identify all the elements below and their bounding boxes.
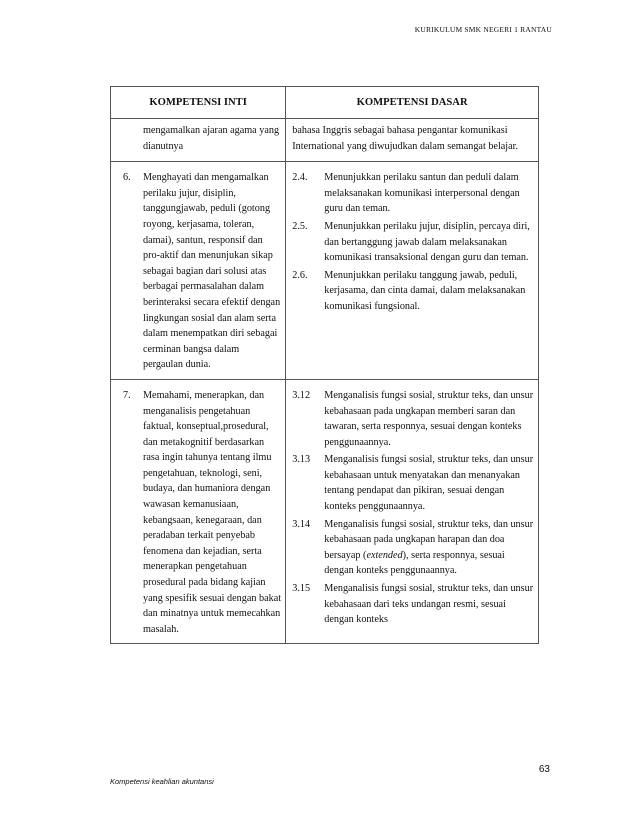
kd-item	[290, 219, 534, 266]
ki-cell	[111, 119, 286, 162]
kd-text-part: ), serta responnya, sesuai dengan konteks penggunaannya.	[324, 549, 505, 577]
kd-number: 3.13	[292, 454, 311, 466]
kd-number: 3.15	[292, 583, 311, 595]
table-row	[111, 119, 539, 162]
table-header-row	[111, 87, 539, 119]
kd-text: Menunjukkan perilaku tanggung jawab, peduli, kerjasama, dan cinta damai, dalam melaksanakan komunikasi fungsional.	[324, 269, 526, 312]
kd-text	[324, 517, 534, 579]
kd-number: 2.4.	[292, 172, 308, 184]
kd-text: Menganalisis fungsi sosial, struktur teks, dan unsur kebahasaan dari teks undangan resmi, sesuai dengan konteks	[324, 583, 534, 626]
kd-number: 2.5.	[292, 220, 308, 232]
running-header: KURIKULUM SMK NEGERI 1 RANTAU	[414, 25, 552, 34]
kd-item	[290, 452, 534, 514]
header-kompetensi-dasar: KOMPETENSI DASAR	[286, 87, 539, 119]
kd-item	[290, 581, 534, 628]
kd-number: 3.14	[292, 518, 311, 530]
ki-text: Menghayati dan mengamalkan perilaku jujur, disiplin, tanggungjawab, peduli (gotong royong, kerjasama, toleran, damai), santun, responsif dan pro-aktif dan menunjukan sikap sebagai bagian dari solusi atas berbagai permasalahan dalam berinteraksi secara efektif dengan lingkungan sosial dan alam serta dalam menempatkan diri sebagai cerminan bangsa dalam pergaulan dunia.	[143, 172, 281, 371]
ki-cell	[111, 162, 286, 380]
table-row	[111, 379, 539, 644]
competency-table	[110, 86, 539, 644]
kd-cell	[286, 119, 539, 162]
kd-text-part: Menganalisis fungsi sosial, struktur teks, dan unsur kebahasaan pada ungkapan harapan dan doa bersayap (	[324, 518, 534, 561]
page-number: 63	[538, 764, 550, 775]
ki-item	[115, 388, 281, 638]
kd-number: 3.12	[292, 389, 311, 401]
kd-text: Menganalisis fungsi sosial, struktur teks, dan unsur kebahasaan pada ungkapan memberi saran dan tawaran, serta responnya, sesuai dengan konteks penggunaannya.	[324, 389, 534, 448]
ki-item	[115, 170, 281, 373]
kd-text: Menunjukkan perilaku jujur, disiplin, percaya diri, dan bertanggung jawab dalam melaksanakan komunikasi transaksional dengan guru dan teman.	[324, 220, 530, 264]
kd-text-italic: extended	[366, 549, 403, 561]
kd-text: Menganalisis fungsi sosial, struktur teks, dan unsur kebahasaan untuk menyatakan dan menanyakan tentang pendapat dan pikiran, sesuai dengan konteks penggunaannya.	[324, 454, 534, 513]
ki-text: Memahami, menerapkan, dan menganalisis pengetahuan faktual, konseptual,prosedural, dan metakognitif berdasarkan rasa ingin tahunya tentang ilmu pengetahuan, teknologi, seni, budaya, dan humaniora dengan wawasan kemanusiaan, kebangsaan, kenegaraan, dan peradaban terkait penyebab fenomena dan kejadian, serta menerapkan pengetahuan prosedural pada bidang kajian yang spesifik sesuai dengan bakat dan minatnya untuk memecahkan masalah.	[143, 389, 282, 635]
ki-text: mengamalkan ajaran agama yang dianutnya	[143, 125, 280, 152]
header-kompetensi-inti: KOMPETENSI INTI	[111, 87, 286, 119]
kd-continuation: bahasa Inggris sebagai bahasa pengantar komunikasi International yang diwujudkan dalam semangat belajar.	[292, 125, 519, 152]
ki-number: 6.	[123, 172, 131, 184]
kd-item	[290, 268, 534, 315]
table-row	[111, 162, 539, 380]
ki-continuation	[115, 123, 281, 154]
kd-number: 2.6.	[292, 269, 308, 281]
footer-text: Kompetensi keahlian akuntansi	[110, 777, 214, 786]
kd-cell	[286, 379, 539, 644]
ki-cell	[111, 379, 286, 644]
kd-text: Menunjukkan perilaku santun dan peduli dalam melaksanakan komunikasi interpersonal dengan guru dan teman.	[324, 172, 520, 215]
kd-cell	[286, 162, 539, 380]
ki-number: 7.	[123, 389, 131, 401]
kd-item	[290, 517, 534, 579]
kd-item	[290, 170, 534, 217]
kd-item	[290, 388, 534, 450]
